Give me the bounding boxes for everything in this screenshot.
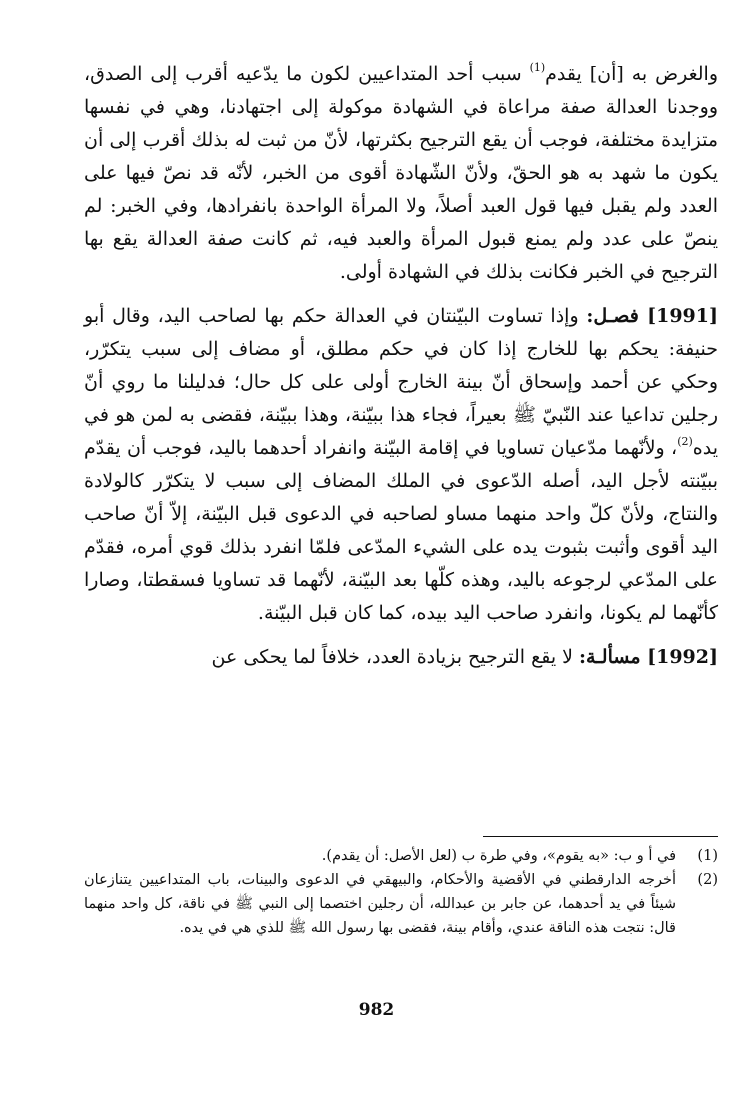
footnote-2-text: أخرجه الدارقطني في الأقضية والأحكام، والبيهقي في الدعوى والبينات، باب المتداعيين يتنازعان شيئاً في يد أحدهما، عن جابر بن عبدالله، أن رجلين اختصما إلى النبي ﷺ في ناقة، كل واحد منهما قال: نتجت هذه الناقة عندي، وأقام بينة، فقضى بها رسول الله ﷺ للذي هي في يده. [84, 872, 676, 936]
footnote-1-text: في أ و ب: «به يقوم»، وفي طرة ب (لعل الأصل: أن يقدم). [321, 848, 676, 864]
footnote-ref-1: (1) [529, 61, 546, 74]
paragraph-1992-text: لا يقع الترجيح بزيادة العدد، خلافاً لما يحكى عن [211, 646, 580, 668]
paragraph-1991-text-a: وإذا تساوت البيّنتان في العدالة حكم بها لصاحب اليد، وقال أبو حنيفة: يحكم بها للخارج إذا كان في حكم مطلق، أو مضاف إلى سبب يتكرّر، وحكي عن أحمد وإسحاق أنّ بينة الخارج أولى على كل حال؛ فدليلنا ما روي أنّ رجلين تداعيا عند النّبيّ ﷺ بعيراً، فجاء هذا ببيّنة، وهذا ببيّنة، فقضى به لمن هو في يده [84, 305, 718, 459]
paragraph-1991-text-b: ، ولأنّهما مدّعيان تساويا في إقامة البيّنة وانفراد أحدهما باليد، فوجب أن يقدّم ببيّنته لأجل اليد، أصله الدّعوى في الملك المضاف إلى سبب لا يتكرّر كالولادة والنتاج، ولأنّ كلّ واحد منهما مساو لصاحبه في الدعوى قبل البيّنة، إلاّ أنّ صاحب اليد أقوى وأثبت بثبوت يده على الشيء المدّعى فلمّا انفرد بذلك قوي أمره، فقدّم على المدّعي لرجوعه باليد، وهذه كلّها بعد البيّنة، لأنّهما قد تساويا فسقطتا، وصارا كأنّهما لم يكونا، وانفرد صاحب اليد بيده، كما كان قبل البيّنة. [84, 437, 718, 624]
footnote-2-number: (2) [697, 872, 718, 888]
footnote-ref-2: (2) [677, 435, 693, 448]
section-heading-1991: [1991] فصـل: [586, 305, 718, 327]
footnote-1 [84, 844, 718, 868]
paragraph-1991 [84, 300, 718, 630]
paragraph-1992 [84, 641, 718, 674]
paragraph-1 [84, 58, 718, 289]
page-number: 982 [358, 1000, 395, 1020]
footnote-1-number: (1) [697, 848, 718, 864]
footnote-2 [84, 868, 718, 940]
section-heading-1992: [1992] مسألـة: [579, 646, 718, 668]
footnotes [84, 844, 718, 940]
paragraph-1-text-a: والغرض به [أن] يقدم [545, 63, 719, 85]
footnote-separator [483, 836, 718, 837]
paragraph-1-text-b: سبب أحد المتداعيين لكون ما يدّعيه أقرب إلى الصدق، ووجدنا العدالة صفة مراعاة في الشهادة موكولة إلى اجتهادنا، وهي في نفسها متزايدة مختلفة، فوجب أن يقع الترجيح بكثرتها، لأنّ من ثبت له بذلك أقرب إلى أن يكون ما شهد به هو الحقّ، ولأنّ الشّهادة أقوى من الخبر، لأنّه قد نصّ فيها على العدد ولم يقبل فيها قول العبد أصلاً، ولا المرأة الواحدة بانفرادها، وفي الخبر: لم ينصّ على عدد ولم يمنع قبول المرأة والعبد فيه، ثم كانت صفة العدالة يقع بها الترجيح في الخبر فكانت بذلك في الشهادة أولى. [84, 63, 718, 283]
main-text [84, 58, 718, 674]
